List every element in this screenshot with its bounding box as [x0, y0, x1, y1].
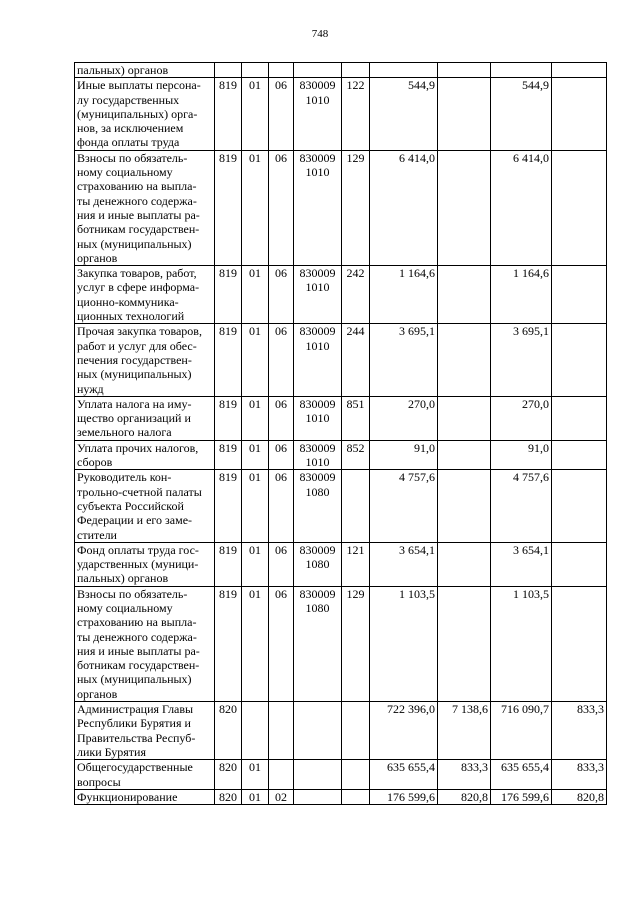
row-name: Прочая закупка товаров, работ и услуг для обес- печения государствен- ных (муниципальных) нужд	[75, 324, 215, 396]
target-article-code: 830009 1080	[294, 542, 342, 586]
ministry-code: 819	[215, 396, 242, 440]
section-code: 01	[242, 440, 269, 470]
table-row	[75, 542, 607, 586]
subsection-code: 02	[269, 789, 294, 804]
total-amount: 270,0	[370, 396, 438, 440]
federal-amount: 7 138,6	[438, 702, 491, 760]
amount-2: 6 414,0	[491, 150, 552, 265]
federal-amount	[438, 78, 491, 150]
section-code: 01	[242, 760, 269, 790]
amount-2: 635 655,4	[491, 760, 552, 790]
target-article-code	[294, 63, 342, 78]
ministry-code: 820	[215, 789, 242, 804]
federal-amount-2	[552, 78, 607, 150]
expense-type-code	[342, 470, 370, 542]
section-code: 01	[242, 78, 269, 150]
expense-type-code	[342, 760, 370, 790]
total-amount	[370, 63, 438, 78]
subsection-code: 06	[269, 266, 294, 324]
table-row	[75, 789, 607, 804]
amount-2: 3 654,1	[491, 542, 552, 586]
amount-2: 91,0	[491, 440, 552, 470]
federal-amount-2	[552, 440, 607, 470]
target-article-code: 830009 1010	[294, 150, 342, 265]
amount-2: 1 103,5	[491, 586, 552, 701]
table-row	[75, 150, 607, 265]
expense-type-code	[342, 63, 370, 78]
row-name: Закупка товаров, работ, услуг в сфере информа- ционно-коммуника- ционных технологий	[75, 266, 215, 324]
ministry-code	[215, 63, 242, 78]
total-amount: 635 655,4	[370, 760, 438, 790]
section-code	[242, 63, 269, 78]
subsection-code	[269, 63, 294, 78]
amount-2: 1 164,6	[491, 266, 552, 324]
amount-2: 3 695,1	[491, 324, 552, 396]
row-name: Взносы по обязатель- ному социальному страхованию на выпла- ты денежного содержа- ния и иные выплаты ра- ботникам государствен- ных (муниципальных) органов	[75, 586, 215, 701]
table-row	[75, 396, 607, 440]
subsection-code: 06	[269, 470, 294, 542]
subsection-code: 06	[269, 440, 294, 470]
federal-amount-2: 820,8	[552, 789, 607, 804]
total-amount: 722 396,0	[370, 702, 438, 760]
section-code: 01	[242, 324, 269, 396]
expense-type-code: 121	[342, 542, 370, 586]
ministry-code: 819	[215, 266, 242, 324]
row-name: Руководитель кон- трольно-счетной палаты субъекта Российской Федерации и его заме- стители	[75, 470, 215, 542]
total-amount: 176 599,6	[370, 789, 438, 804]
table-row	[75, 586, 607, 701]
target-article-code: 830009 1010	[294, 396, 342, 440]
federal-amount	[438, 266, 491, 324]
expense-type-code: 851	[342, 396, 370, 440]
ministry-code: 819	[215, 542, 242, 586]
federal-amount-2	[552, 63, 607, 78]
target-article-code	[294, 702, 342, 760]
federal-amount-2	[552, 470, 607, 542]
table-row	[75, 760, 607, 790]
row-name: Общегосударственные вопросы	[75, 760, 215, 790]
federal-amount-2: 833,3	[552, 702, 607, 760]
federal-amount	[438, 63, 491, 78]
ministry-code: 820	[215, 760, 242, 790]
federal-amount	[438, 470, 491, 542]
row-name: Уплата налога на иму- щество организаций и земельного налога	[75, 396, 215, 440]
row-name: Взносы по обязатель- ному социальному страхованию на выпла- ты денежного содержа- ния и иные выплаты ра- ботникам государствен- ных (муниципальных) органов	[75, 150, 215, 265]
federal-amount-2: 833,3	[552, 760, 607, 790]
ministry-code: 819	[215, 586, 242, 701]
target-article-code: 830009 1080	[294, 470, 342, 542]
section-code: 01	[242, 789, 269, 804]
ministry-code: 819	[215, 150, 242, 265]
amount-2: 270,0	[491, 396, 552, 440]
table-row	[75, 470, 607, 542]
federal-amount	[438, 542, 491, 586]
table-row	[75, 266, 607, 324]
budget-table	[74, 62, 607, 805]
subsection-code	[269, 760, 294, 790]
amount-2: 716 090,7	[491, 702, 552, 760]
federal-amount	[438, 396, 491, 440]
amount-2: 544,9	[491, 78, 552, 150]
target-article-code: 830009 1010	[294, 266, 342, 324]
expense-type-code: 244	[342, 324, 370, 396]
row-name: Фонд оплаты труда гос- ударственных (муници- пальных) органов	[75, 542, 215, 586]
section-code	[242, 702, 269, 760]
total-amount: 91,0	[370, 440, 438, 470]
ministry-code: 819	[215, 324, 242, 396]
federal-amount-2	[552, 542, 607, 586]
page-number: 748	[311, 28, 329, 40]
row-name: Функционирование	[75, 789, 215, 804]
target-article-code: 830009 1010	[294, 440, 342, 470]
row-name: пальных) органов	[75, 63, 215, 78]
row-name: Уплата прочих налогов, сборов	[75, 440, 215, 470]
target-article-code: 830009 1010	[294, 324, 342, 396]
expense-type-code: 242	[342, 266, 370, 324]
table-row	[75, 324, 607, 396]
total-amount: 544,9	[370, 78, 438, 150]
table-row	[75, 63, 607, 78]
target-article-code	[294, 760, 342, 790]
row-name: Администрация Главы Республики Бурятия и Правительства Респуб- лики Бурятия	[75, 702, 215, 760]
federal-amount	[438, 586, 491, 701]
total-amount: 1 164,6	[370, 266, 438, 324]
total-amount: 1 103,5	[370, 586, 438, 701]
federal-amount	[438, 324, 491, 396]
table-row	[75, 702, 607, 760]
federal-amount-2	[552, 150, 607, 265]
subsection-code: 06	[269, 78, 294, 150]
total-amount: 6 414,0	[370, 150, 438, 265]
total-amount: 3 695,1	[370, 324, 438, 396]
expense-type-code: 129	[342, 150, 370, 265]
subsection-code: 06	[269, 150, 294, 265]
federal-amount	[438, 440, 491, 470]
budget-table-body	[75, 63, 607, 805]
amount-2	[491, 63, 552, 78]
federal-amount-2	[552, 266, 607, 324]
table-row	[75, 78, 607, 150]
section-code: 01	[242, 542, 269, 586]
federal-amount: 833,3	[438, 760, 491, 790]
ministry-code: 819	[215, 78, 242, 150]
total-amount: 3 654,1	[370, 542, 438, 586]
expense-type-code: 852	[342, 440, 370, 470]
subsection-code	[269, 702, 294, 760]
section-code: 01	[242, 470, 269, 542]
total-amount: 4 757,6	[370, 470, 438, 542]
subsection-code: 06	[269, 324, 294, 396]
expense-type-code: 122	[342, 78, 370, 150]
federal-amount: 820,8	[438, 789, 491, 804]
ministry-code: 819	[215, 440, 242, 470]
federal-amount-2	[552, 396, 607, 440]
expense-type-code	[342, 789, 370, 804]
federal-amount	[438, 150, 491, 265]
target-article-code	[294, 789, 342, 804]
section-code: 01	[242, 150, 269, 265]
row-name: Иные выплаты персона- лу государственных (муниципальных) орга- нов, за исключением фонда оплаты труда	[75, 78, 215, 150]
subsection-code: 06	[269, 586, 294, 701]
amount-2: 4 757,6	[491, 470, 552, 542]
federal-amount-2	[552, 586, 607, 701]
target-article-code: 830009 1080	[294, 586, 342, 701]
subsection-code: 06	[269, 396, 294, 440]
federal-amount-2	[552, 324, 607, 396]
ministry-code: 819	[215, 470, 242, 542]
amount-2: 176 599,6	[491, 789, 552, 804]
table-row	[75, 440, 607, 470]
section-code: 01	[242, 586, 269, 701]
expense-type-code	[342, 702, 370, 760]
ministry-code: 820	[215, 702, 242, 760]
section-code: 01	[242, 396, 269, 440]
subsection-code: 06	[269, 542, 294, 586]
target-article-code: 830009 1010	[294, 78, 342, 150]
section-code: 01	[242, 266, 269, 324]
expense-type-code: 129	[342, 586, 370, 701]
